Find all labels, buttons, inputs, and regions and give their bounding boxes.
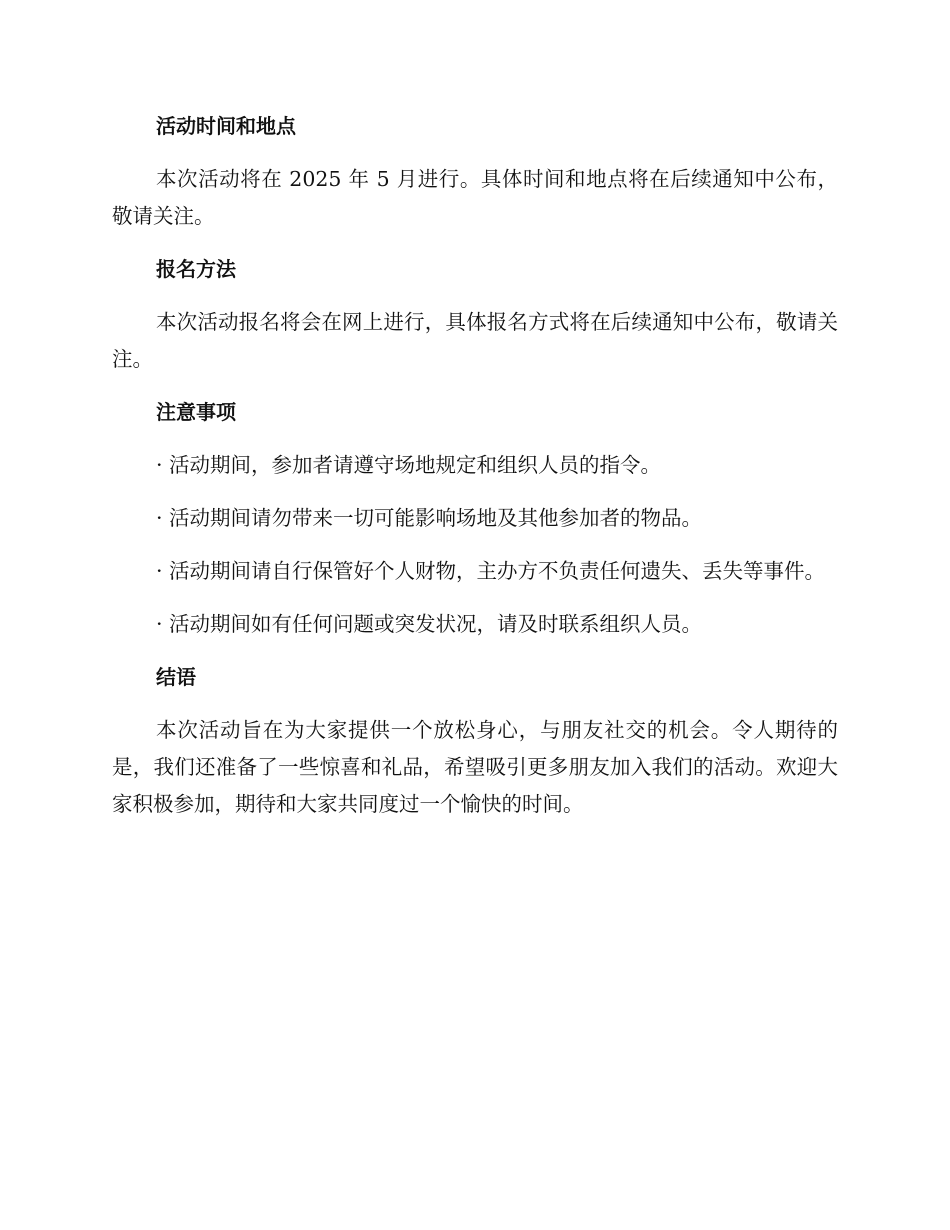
bullet-item: · 活动期间，参加者请遵守场地规定和组织人员的指令。 [156, 453, 662, 477]
section-paragraph: 本次活动报名将会在网上进行，具体报名方式将在后续通知中公布，敬请关注。 [112, 310, 838, 371]
section-paragraph: 本次活动旨在为大家提供一个放松身心，与朋友社交的机会。令人期待的是，我们还准备了一些惊喜和礼品，希望吸引更多朋友加入我们的活动。欢迎大家积极参加，期待和大家共同度过一个愉快的时间。 [112, 718, 838, 816]
section-paragraph: 本次活动将在 2025 年 5 月进行。具体时间和地点将在后续通知中公布，敬请关注。 [112, 167, 838, 228]
section-registration [112, 251, 838, 378]
bullet-item: · 活动期间请勿带来一切可能影响场地及其他参加者的物品。 [156, 506, 703, 530]
section-heading: 注意事项 [156, 400, 236, 424]
section-heading: 活动时间和地点 [156, 114, 296, 138]
section-notices [112, 394, 838, 643]
section-heading: 报名方法 [156, 257, 236, 281]
bullet-item: · 活动期间请自行保管好个人财物，主办方不负责任何遗失、丢失等事件。 [156, 559, 826, 583]
section-heading: 结语 [156, 665, 196, 689]
section-conclusion [112, 659, 838, 823]
bullet-item: · 活动期间如有任何问题或突发状况，请及时联系组织人员。 [156, 612, 703, 636]
document-page [112, 108, 838, 839]
section-time-location [112, 108, 838, 235]
